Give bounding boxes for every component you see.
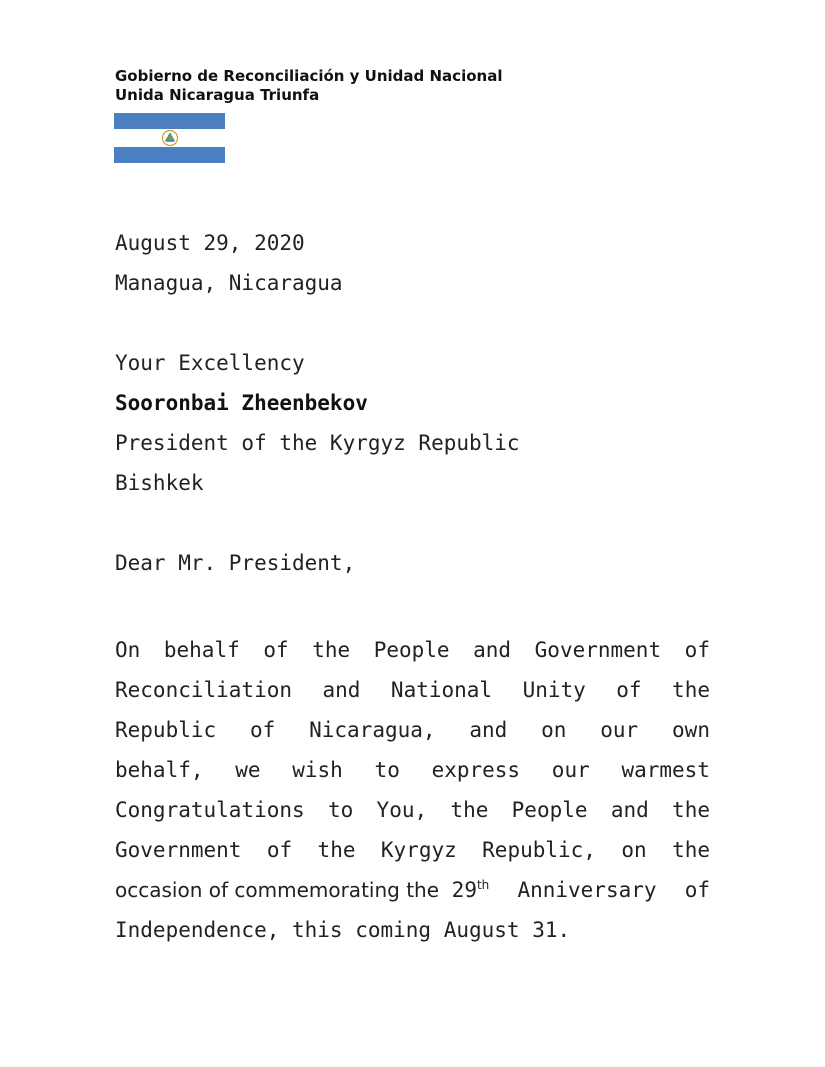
body-line-7-start [115, 870, 489, 910]
body-word: of [616, 678, 642, 702]
letterhead [115, 67, 502, 105]
government-name: Gobierno de Reconciliación y Unidad Nacional [115, 67, 503, 85]
body-word: the [672, 838, 710, 862]
letter-body [115, 630, 710, 950]
body-line-7 [115, 870, 710, 910]
body-word: Unity [522, 678, 586, 702]
body-word: Congratulations [115, 798, 305, 822]
letter-date: August 29, 2020 [115, 231, 305, 255]
body-word: Government [534, 638, 662, 662]
body-word: Nicaragua, [309, 718, 436, 742]
body-word: own [672, 718, 710, 742]
body-line-3 [115, 710, 710, 750]
body-word: and [469, 718, 508, 742]
government-slogan: Unida Nicaragua Triunfa [115, 86, 320, 104]
body-word: Anniversary [517, 878, 657, 902]
body-word: Reconciliation [115, 678, 293, 702]
recipient-city: Bishkek [115, 471, 204, 495]
body-word: and [322, 678, 361, 702]
body-word: and [610, 798, 649, 822]
body-word: People [511, 798, 588, 822]
body-word: the [450, 798, 489, 822]
ordinal-suffix: th [476, 878, 490, 892]
body-line-2 [115, 670, 710, 710]
flag-stripe-bottom [114, 147, 225, 163]
flag-stripe-top [114, 113, 225, 129]
coat-of-arms-icon [161, 129, 179, 147]
letter-greeting: Dear Mr. President, [115, 551, 356, 575]
body-word: People [373, 638, 450, 662]
body-word: to [327, 798, 354, 822]
body-word: and [473, 638, 512, 662]
body-word: wish [292, 758, 343, 782]
letter-place: Managua, Nicaragua [115, 271, 343, 295]
body-word: Government [115, 838, 242, 862]
body-word: Republic, [482, 838, 596, 862]
body-word: on [621, 838, 647, 862]
body-word: the [672, 798, 710, 822]
nicaragua-flag-icon [114, 113, 225, 163]
body-word: Kyrgyz [380, 838, 457, 862]
body-word: National [390, 678, 493, 702]
body-word: the [672, 678, 710, 702]
body-word: we [235, 758, 261, 782]
body-line-1 [115, 630, 710, 670]
body-word: on [541, 718, 567, 742]
body-word: of [263, 638, 289, 662]
body-word: behalf [163, 638, 240, 662]
body-word: warmest [621, 758, 710, 782]
recipient-role: President of the Kyrgyz Republic [115, 431, 520, 455]
body-word: of [684, 878, 710, 902]
body-word: the [312, 638, 351, 662]
body-word: of [266, 838, 293, 862]
body-word: express [431, 758, 521, 782]
body-word: Republic [115, 718, 217, 742]
recipient-salutation-title: Your Excellency [115, 351, 305, 375]
body-line-8: Independence, this coming August 31. [115, 918, 571, 942]
recipient-name: Sooronbai Zheenbekov [115, 391, 368, 415]
body-word: to [374, 758, 400, 782]
body-word: You, [376, 798, 428, 822]
body-word: the [317, 838, 356, 862]
body-phrase: occasion of commemorating the [115, 878, 440, 902]
body-line-4 [115, 750, 710, 790]
body-line-5 [115, 790, 710, 830]
body-word: of [684, 638, 710, 662]
body-word: On [115, 638, 141, 662]
anniversary-number: 29 [451, 878, 477, 902]
body-word: of [249, 718, 276, 742]
body-word: our [600, 718, 639, 742]
body-line-6 [115, 830, 710, 870]
body-word: our [551, 758, 590, 782]
body-word: behalf, [115, 758, 204, 782]
